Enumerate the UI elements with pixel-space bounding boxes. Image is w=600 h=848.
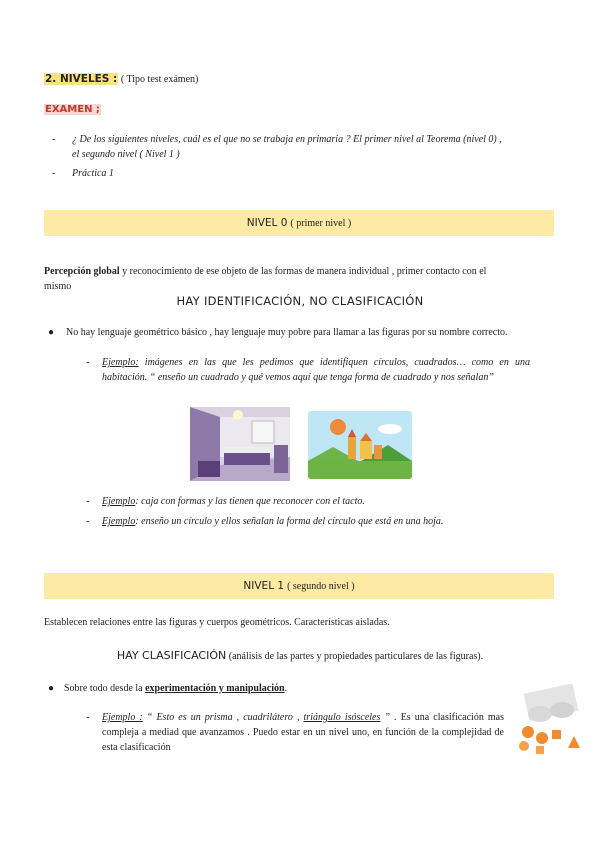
section-heading xyxy=(44,73,198,85)
example-label: Ejemplo xyxy=(102,516,136,527)
examen-label-wrap xyxy=(44,104,101,115)
list-dash: - xyxy=(86,516,90,527)
bullet-text xyxy=(64,683,494,694)
list-item: el segundo nivel ( Nivel 1 ) xyxy=(72,149,180,160)
example-quote: “ Esto es un prisma , cuadrilátero , xyxy=(142,712,304,723)
example-text xyxy=(102,496,542,507)
level-heading: HAY IDENTIFICACIÓN, NO CLASIFICACIÓN xyxy=(176,294,424,308)
bedroom-image xyxy=(190,407,290,481)
example-body: imágenes en las que les pedimos que identifiquen círculos, cuadrados… como en una habitación. “ enseño un cuadrado y qué vemos aquí que tenga forma de cuadrado y nos señalan” xyxy=(102,357,530,383)
example-quote-end: ” . xyxy=(380,712,397,723)
bullet-dot: ● xyxy=(48,327,55,338)
example-label: Ejemplo: xyxy=(102,357,139,368)
level-band-subtitle: ( primer nivel ) xyxy=(290,217,352,229)
example-text xyxy=(102,355,530,385)
paragraph: Establecen relaciones entre las figuras y cuerpos geométricos. Características aisladas. xyxy=(44,617,390,628)
examen-label: EXAMEN ; xyxy=(45,104,100,115)
list-item: ¿ De los siguientes niveles, cuál es el que no se trabaja en primaria ? El primer nivel al Teorema (nivel 0) , xyxy=(72,134,502,145)
list-item: Práctica 1 xyxy=(72,168,114,179)
hands-shapes-image xyxy=(512,684,584,756)
level-band-title: NIVEL 1 xyxy=(243,580,285,592)
list-dash: - xyxy=(52,134,56,145)
section-title: 2. NIVELES : xyxy=(45,73,118,85)
list-dash: - xyxy=(86,357,90,368)
example-body: : enseño un círculo y ellos señalan la forma del círculo que está en una hoja. xyxy=(135,516,444,527)
example-label: Ejemplo xyxy=(102,496,136,507)
example-label: Ejemplo : xyxy=(102,712,143,723)
example-body: : caja con formas y las tienen que reconocer con el tacto. xyxy=(135,496,365,507)
bullet-text: No hay lenguaje geométrico básico , hay lenguaje muy pobre para llamar a las figuras por su nombre correcto. xyxy=(66,327,508,338)
example-body: Es una clasificación mas compleja a mediad que avanzamos . Puedo estar en un nivel uno, en función de la complejidad de esta clasificación xyxy=(102,712,505,753)
example-text xyxy=(102,516,542,527)
example-underlined: triángulo isósceles xyxy=(303,712,381,723)
paragraph xyxy=(44,266,560,277)
level-band-title: NIVEL 0 xyxy=(246,217,288,229)
list-dash: - xyxy=(86,496,90,507)
bullet-text-pre: Sobre todo desde la xyxy=(64,683,146,694)
bullet-dot: ● xyxy=(48,683,55,694)
level-band xyxy=(44,210,554,236)
example-text xyxy=(102,710,504,755)
list-dash: - xyxy=(86,712,90,723)
bold-term: Percepción global xyxy=(44,266,120,277)
level-heading-wrap xyxy=(0,649,600,662)
section-subtitle: ( Tipo test exámen) xyxy=(120,74,199,85)
paragraph-cont: mismo xyxy=(44,281,72,292)
bullet-text-end: . xyxy=(284,683,288,694)
level-heading-note: (análisis de las partes y propiedades particulares de las figuras). xyxy=(226,651,484,662)
list-dash: - xyxy=(52,168,56,179)
level-band xyxy=(44,573,554,599)
paragraph-text: y reconocimiento de ese objeto de las formas de manera individual , primer contacto con el xyxy=(119,266,487,277)
level-band-subtitle: ( segundo nivel ) xyxy=(287,580,355,592)
shapes-landscape-image xyxy=(308,411,412,479)
bold-term: experimentación y manipulación xyxy=(145,683,285,694)
level-heading: HAY CLASIFICACIÓN xyxy=(116,649,227,662)
